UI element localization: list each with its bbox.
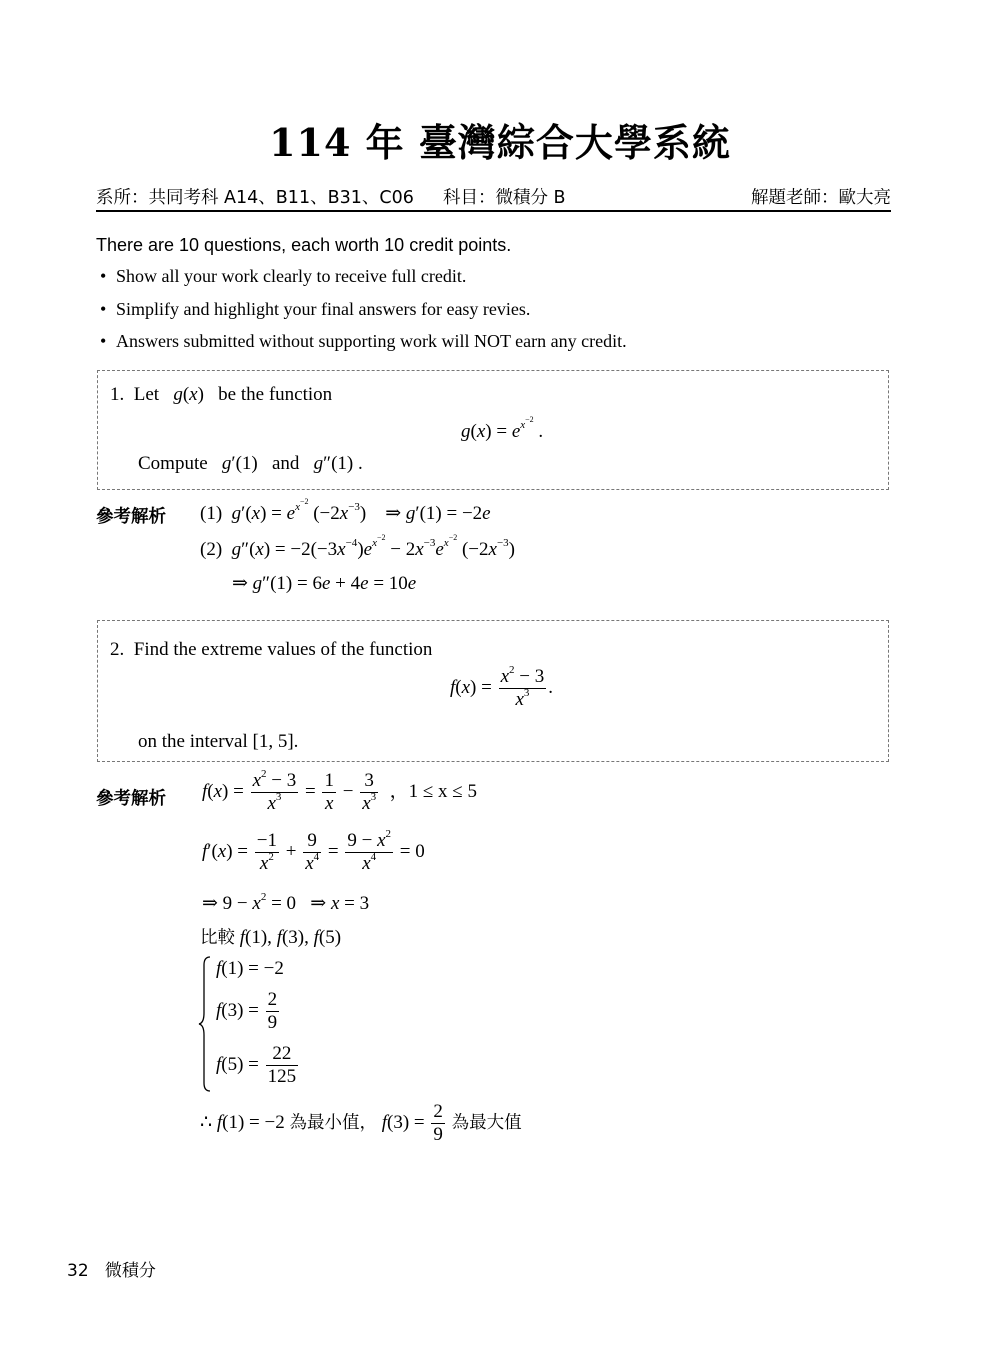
question-2-statement: 2. Find the extreme values of the function (110, 639, 433, 660)
page-footer (67, 1256, 156, 1281)
question-2-function: f(x) = $\frac{x^2 - 3}{x^3}$ . (450, 664, 553, 710)
solution-1-line-1: (1) $g'(x) = e^{x^{-2}}$ $(-2x^{-3})$ ⇒ g′(1) = −2e (200, 497, 491, 524)
page-number: 32 (67, 1261, 89, 1281)
intro-text: There are 10 questions, each worth 10 credit points. (96, 235, 512, 255)
rule-item: • Simplify and highlight your final answers for easy revies. (100, 299, 531, 319)
solution-2-label: 參考解析 (96, 789, 166, 809)
question-1-function: $g(x) = e^{x^{-2}}$ . (461, 415, 544, 442)
question-1-task: Compute g′(1) and g″(1) . (138, 453, 363, 474)
rule-item: • Answers submitted without supporting work will NOT earn any credit. (100, 331, 627, 351)
solution-1-label: 參考解析 (96, 507, 166, 527)
value-f5: f(5) = $\frac{22}{125}$ (216, 1043, 297, 1087)
solution-1-line-2: (2) $g''(x) = -2(-3x^{-4})e^{x^{-2}} - 2x^{-3}e^{x^{-2}}$ $(-2x^{-3})$ (200, 533, 515, 560)
solution-1-line-3: ⇒ g″(1) = 6e + 4e = 10e (232, 573, 417, 594)
subject-info: 科目：微積分 B (443, 188, 566, 208)
solution-2-derivative: f′(x) = $\frac{-1}{x^2}$ + $\frac{9}{x^4}$ = $\frac{9 - x^2}{x^4}$ = 0 (202, 828, 425, 874)
department-info: 系所：共同考科 A14、B11、B31、C06 (96, 188, 414, 208)
question-1-statement: 1. Let g(x) be the function (110, 384, 333, 405)
page-title: 114 年 臺灣綜合大學系統 (269, 120, 731, 165)
solution-2-compare: 比較 f(1), f(3), f(5) (200, 927, 342, 948)
book-title: 微積分 (104, 1261, 156, 1281)
rule-item: • Show all your work clearly to receive full credit. (100, 266, 467, 286)
solution-2-conclusion: ∴ f(1) = −2 為最小值， f(3) = $\frac{2}{9}$ 為最大值 (200, 1101, 522, 1145)
value-f3: f(3) = $\frac{2}{9}$ (216, 989, 278, 1033)
solution-2-critical-point: ⇒ $9 - x^2 = 0$ ⇒ x = 3 (202, 891, 370, 914)
question-2-interval: on the interval [1, 5]. (138, 731, 299, 752)
solution-2-line-1: f(x) = $\frac{x^2 - 3}{x^3}$ = $\frac{1}{x}$ − $\frac{3}{x^3}$ ，1 ≤ x ≤ 5 (202, 768, 477, 814)
exam-header (96, 184, 891, 212)
value-f1: f(1) = −2 (216, 958, 284, 979)
left-brace (198, 955, 214, 1093)
teacher-info: 解題老師：歐大亮 (751, 188, 891, 208)
